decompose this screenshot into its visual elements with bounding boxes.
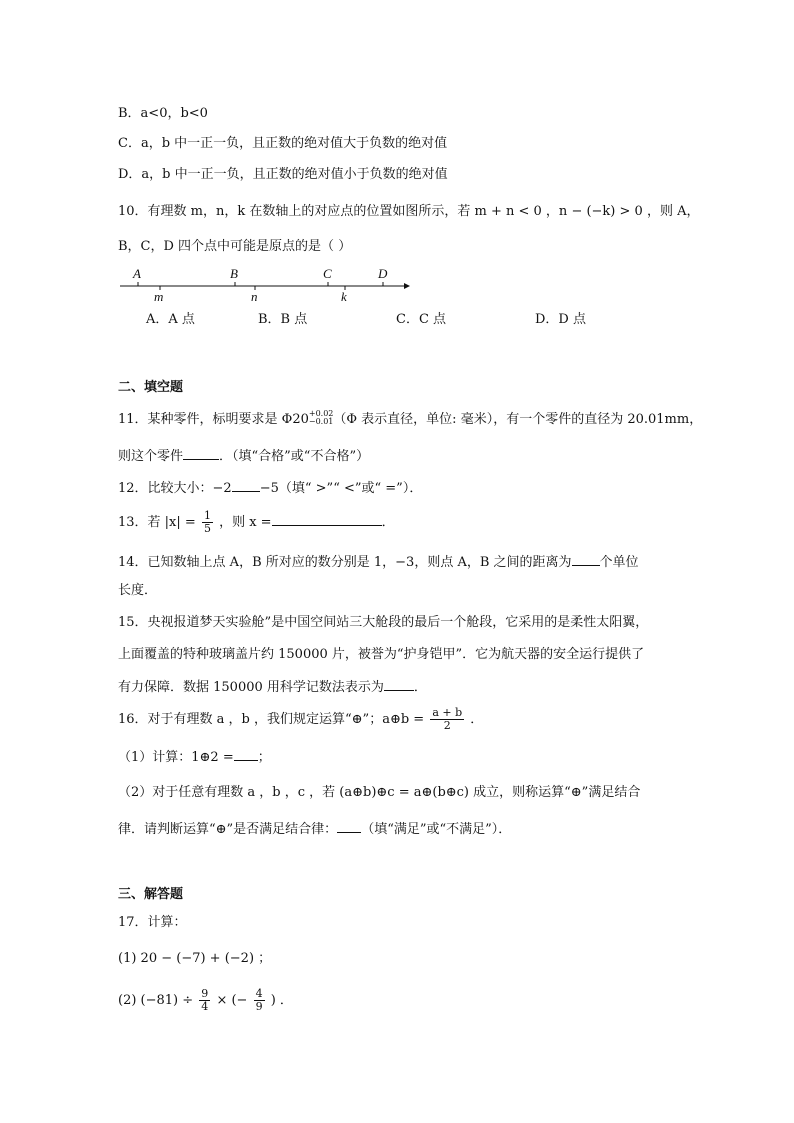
q16-line1-pre: 16．对于有理数 a ，b ，我们规定运算“⊕”；a⊕b = <box>118 712 425 727</box>
q17-den2: 9 <box>255 1000 263 1013</box>
q15-line2: 上面覆盖的特种玻璃盖片约 150000 片，被誉为“护身铠甲”．它为航天器的安全运行提供了 <box>118 647 645 662</box>
label-d: D <box>378 266 388 281</box>
q13-line <box>118 510 395 536</box>
q15-line3 <box>118 676 427 698</box>
label-m: m <box>154 289 164 304</box>
label-a: A <box>133 266 141 281</box>
q11-tol-down: −0.01 <box>308 417 334 426</box>
label-b: B <box>230 266 238 281</box>
q17-den1: 4 <box>201 1000 209 1013</box>
section-fill-in-title: 二、填空题 <box>118 380 184 395</box>
number-line-arrow <box>404 283 410 289</box>
q17-fraction1 <box>199 988 210 1013</box>
q16-p2-pre: 律．请判断运算“⊕”是否满足结合律： <box>118 822 338 837</box>
q17-p2-mid: × (− <box>216 993 248 1008</box>
q16-den: 2 <box>443 719 451 732</box>
q9-option-d: D．a，b 中一正一负，且正数的绝对值小于负数的绝对值 <box>118 167 448 182</box>
q14-line1 <box>118 551 639 573</box>
q14-line1-pre: 14．已知数轴上点 A，B 所对应的数分别是 1，−3，则点 A，B 之间的距离为 <box>118 555 572 570</box>
q13-mid: ，则 x = <box>219 515 272 530</box>
q11-answer-blank[interactable] <box>183 445 219 460</box>
label-c: C <box>323 266 332 281</box>
q16-p1-pre: （1）计算：1⊕2 = <box>118 750 234 765</box>
q11-line2-pre: 则这个零件 <box>118 449 184 464</box>
q16-p1-post: ； <box>257 750 271 765</box>
q17-num1: 9 <box>201 987 209 1000</box>
label-n: n <box>251 289 258 304</box>
q12-pre: 12．比较大小：−2 <box>118 481 232 496</box>
q16-part1 <box>118 746 271 768</box>
q16-part2-line1: （2）对于任意有理数 a ，b ，c ，若 (a⊕b)⊕c = a⊕(b⊕c) 成立，则称运算“⊕”满足结合 <box>118 785 641 800</box>
q11-pre: 11．某种零件，标明要求是 Φ20 <box>118 412 309 427</box>
q16-line1-post: ． <box>470 712 484 727</box>
q17-num2: 4 <box>255 987 263 1000</box>
q13-num: 1 <box>203 509 211 522</box>
q13-answer-blank[interactable] <box>272 511 382 526</box>
q10-option-c: C．C 点 <box>396 312 447 327</box>
q15-line1: 15．央视报道梦天实验舱”是中国空间站三大舱段的最后一个舱段，它采用的是柔性太阳翼， <box>118 615 649 630</box>
q14-line2: 长度． <box>118 583 158 598</box>
q13-fraction <box>202 510 213 535</box>
q17-part2 <box>118 986 293 1016</box>
q11-post: （Φ 表示直径，单位: 毫米），有一个零件的直径为 20.01mm， <box>333 412 703 427</box>
section-solve-title: 三、解答题 <box>118 887 184 902</box>
q16-p2-answer-blank[interactable] <box>337 818 361 833</box>
q13-post: ． <box>381 515 395 530</box>
q14-line1-post: 个单位 <box>599 555 639 570</box>
q17-p2-pre: (2) (−81) ÷ <box>118 993 194 1008</box>
q10-option-b: B．B 点 <box>258 312 308 327</box>
q16-part2-line2 <box>118 818 511 840</box>
q12-line <box>118 477 422 499</box>
q9-option-c: C．a，b 中一正一负，且正数的绝对值大于负数的绝对值 <box>118 136 448 151</box>
q17-fraction2 <box>254 988 265 1013</box>
q15-answer-blank[interactable] <box>384 676 414 691</box>
q14-answer-blank[interactable] <box>572 551 600 566</box>
q10-option-a: A．A 点 <box>146 312 195 327</box>
q11-tol-up: +0.02 <box>308 409 334 418</box>
q16-p2-post: （填“满足”或“不满足”）． <box>361 822 512 837</box>
q16-num: a + b <box>432 706 463 719</box>
q9-option-b: B．a<0，b<0 <box>118 106 208 121</box>
q10-options <box>146 310 626 330</box>
q13-pre: 13．若 |x| = <box>118 515 196 530</box>
q10-option-d: D．D 点 <box>535 312 586 327</box>
q17-title: 17．计算： <box>118 915 187 930</box>
q17-part1: (1) 20 − (−7) + (−2) ； <box>118 951 272 966</box>
q10-line2: B，C，D 四个点中可能是原点的是（ ） <box>118 239 352 254</box>
q11-line2-post: ．（填“合格”或“不合格”） <box>219 449 370 464</box>
q12-post: −5（填“ >”“ <”或“ =”）． <box>259 481 423 496</box>
q13-den: 5 <box>203 522 211 535</box>
q16-p1-answer-blank[interactable] <box>234 746 258 761</box>
q11-line1 <box>118 410 702 430</box>
q15-line3-post: ． <box>413 680 427 695</box>
q11-line2 <box>118 445 369 467</box>
q15-line3-pre: 有力保障．数据 150000 用科学记数法表示为 <box>118 680 384 695</box>
q12-answer-blank[interactable] <box>232 477 260 492</box>
q16-fraction <box>430 707 464 732</box>
q17-p2-post: ) ． <box>270 993 293 1008</box>
q11-tolerance <box>309 410 334 426</box>
label-k: k <box>341 289 347 304</box>
number-line-figure <box>118 264 418 304</box>
q10-line1: 10．有理数 m，n，k 在数轴上的对应点的位置如图所示，若 m + n < 0 ，n − (−k) > 0 ，则 A， <box>118 204 700 219</box>
q16-line1 <box>118 706 483 734</box>
